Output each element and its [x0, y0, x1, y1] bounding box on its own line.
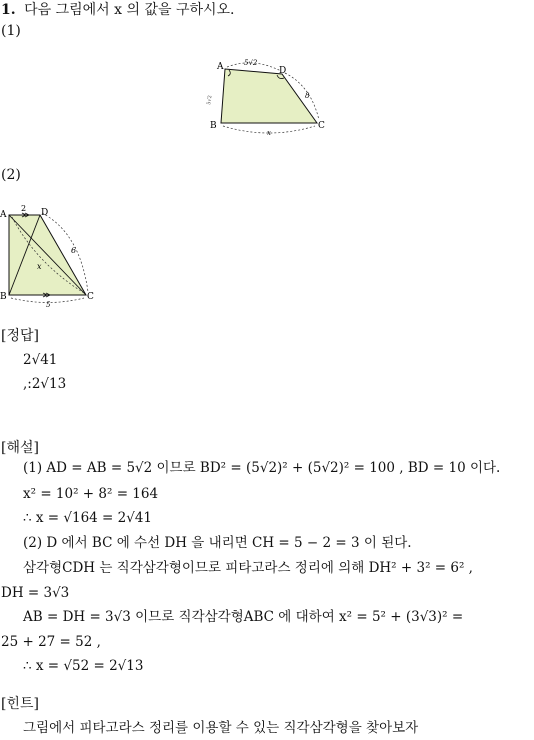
solution-line-9-text: ∴ x = √52 = 2√13 [23, 658, 144, 674]
part2-top-label: 2 [21, 204, 27, 213]
part2-vertex-c: C [87, 292, 94, 302]
solution-line-6 [1, 587, 69, 601]
part2-vertex-d: D [41, 208, 49, 218]
solution-line-4-text: (2) D 에서 BC 에 수선 DH 을 내리면 CH = 5 − 2 = 3 이 된다. [23, 535, 412, 551]
part1-figure [205, 56, 330, 136]
part2-vertex-a: A [0, 210, 7, 220]
answer-line-2 [23, 378, 66, 392]
question-prompt: 다음 그림에서 x 의 값을 구하시오. [24, 2, 235, 18]
part2-right-label: 6 [71, 246, 77, 255]
solution-line-4 [23, 537, 412, 551]
solution-line-8-text: 25 + 27 = 52 , [1, 634, 101, 650]
solution-line-5 [23, 562, 473, 576]
question-line [1, 3, 235, 17]
solution-line-3 [23, 512, 152, 526]
part2-bottom-label: 5 [46, 301, 51, 307]
solution-line-9 [23, 660, 143, 674]
answer-line-2-text: ,:2√13 [23, 376, 67, 392]
solution-line-2 [23, 488, 158, 502]
answer-line-1-text: 2√41 [23, 352, 58, 368]
solution-header: [해설] [1, 440, 39, 456]
part2-figure [0, 203, 100, 307]
question-number: 1. [1, 2, 16, 18]
solution-line-5-text: 삼각형CDH 는 직각삼각형이므로 피타고라스 정리에 의해 DH² + 3² = 6² , [23, 560, 473, 576]
part2-vertex-b: B [0, 292, 7, 302]
part1-vertex-d: D [279, 66, 287, 76]
hint-header: [힌트] [1, 696, 39, 712]
part1-vertex-c: C [318, 121, 325, 131]
part1-quadrilateral [221, 69, 317, 123]
solution-line-7-text: AB = DH = 3√3 이므로 직각삼각형ABC 에 대하여 x² = 5² + (3√3)² = [23, 609, 464, 625]
part1-vertex-b: B [210, 121, 217, 131]
part1-right-label: 8 [305, 92, 310, 100]
solution-line-1 [23, 462, 500, 476]
solution-line-2-text: x² = 10² + 8² = 164 [23, 486, 159, 502]
part1-left-label: 5√2 [206, 94, 214, 106]
answer-line-1 [23, 354, 57, 368]
part1-vertex-a: A [217, 62, 224, 72]
solution-line-8 [1, 636, 101, 650]
answer-header: [정답] [1, 328, 39, 344]
solution-line-6-text: DH = 3√3 [1, 585, 70, 601]
solution-line-7 [23, 611, 463, 625]
part1-label: (1) [1, 23, 21, 39]
solution-line-1-text: (1) AD = AB = 5√2 이므로 BD² = (5√2)² + (5√2)² = 100 , BD = 10 이다. [23, 460, 501, 476]
solution-line-3-text: ∴ x = √164 = 2√41 [23, 510, 153, 526]
part2-diagonal-label: x [37, 262, 42, 271]
part1-top-label: 5√2 [244, 59, 258, 67]
hint-text: 그림에서 피타고라스 정리를 이용할 수 있는 직각삼각형을 찾아보자 [23, 720, 419, 736]
part2-label: (2) [1, 167, 21, 183]
part1-bottom-label: x [267, 129, 271, 136]
